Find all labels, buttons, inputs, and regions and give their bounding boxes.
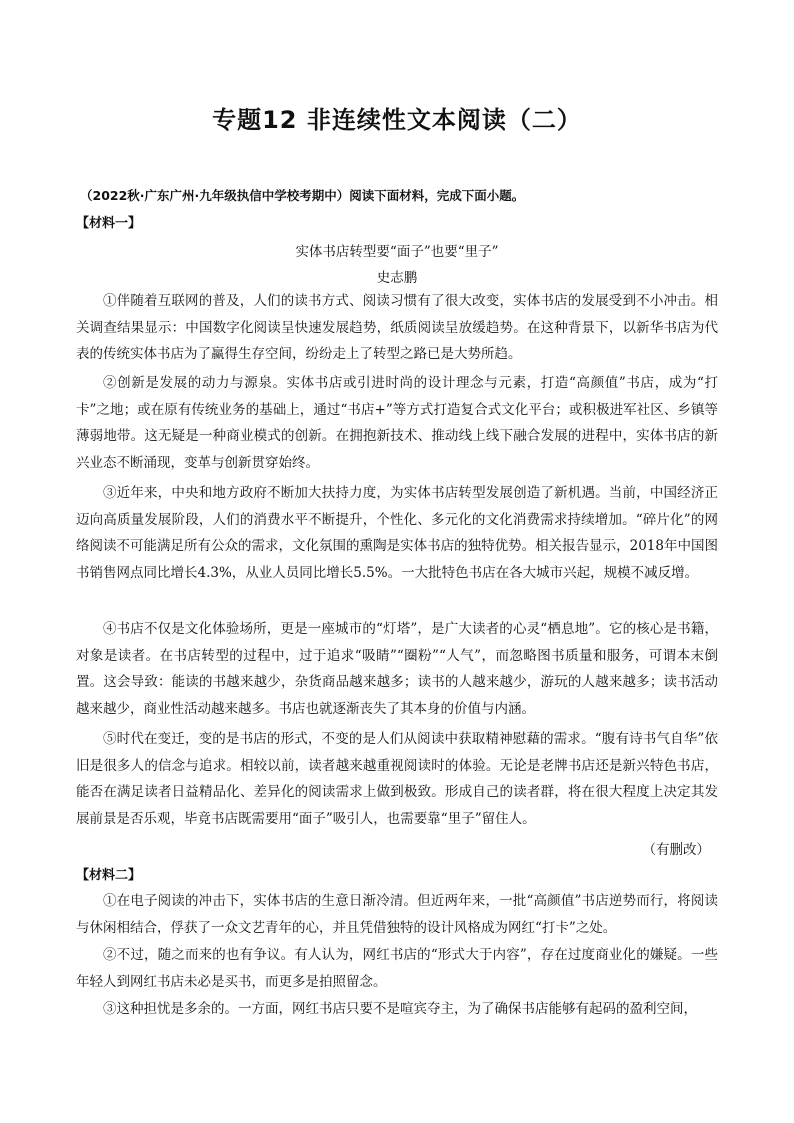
material-two-label: 【材料二】 bbox=[76, 868, 142, 883]
material-two-paragraph-2: ②不过，随之而来的也有争议。有人认为，网红书店的“形式大于内容”，存在过度商业化的嫌疑。一些年轻人到网红书店未必是买书，而更多是拍照留念。 bbox=[76, 947, 718, 990]
page-title: 专题12 非连续性文本阅读（二） bbox=[212, 106, 582, 134]
material-one-paragraph-4: ④书店不仅是文化体验场所，更是一座城市的“灯塔”，是广大读者的心灵“栖息地”。它的核心是书籍，对象是读者。在书店转型的过程中，过于追求“吸睛”“圈粉”“人气”，而忽略图书质量和服务，可谓本末倒置。这会导致：能读的书越来越少，杂货商品越来越多；读书的人越来越少，游玩的人越来越多；读书活动越来越少，商业性活动越来越多。书店也就逐渐丧失了其本身的价值与内涵。 bbox=[76, 621, 718, 717]
material-one-paragraph-1: ①伴随着互联网的普及，人们的读书方式、阅读习惯有了很大改变，实体书店的发展受到不小冲击。相关调查结果显示：中国数字化阅读呈快速发展趋势，纸质阅读呈放缓趋势。在这种背景下，以新华书店为代表的传统实体书店为了赢得生存空间，纷纷走上了转型之路已是大势所趋。 bbox=[76, 293, 718, 362]
article-headline: 实体书店转型要“面子”也要“里子” bbox=[295, 244, 499, 260]
edit-note: （有删改） bbox=[642, 842, 710, 858]
question-intro: （2022秋·广东广州·九年级执信中学校考期中）阅读下面材料，完成下面小题。 bbox=[80, 188, 525, 203]
material-one-paragraph-5: ⑤时代在变迁，变的是书店的形式，不变的是人们从阅读中获取精神慰藉的需求。“腹有诗书气自华”依旧是很多人的信念与追求。相较以前，读者越来越重视阅读时的体验。无论是老牌书店还是新兴特色书店，能否在满足读者日益精品化、差异化的阅读需求上做到极致。形成自己的读者群，将在很大程度上决定其发展前景是否乐观，毕竟书店既需要用“面子”吸引人，也需要靠“里子”留住人。 bbox=[76, 731, 718, 827]
material-two-paragraph-1: ①在电子阅读的冲击下，实体书店的生意日渐冷清。但近两年来，一批“高颜值”书店逆势而行，将阅读与休闲相结合，俘获了一众文艺青年的心，并且凭借独特的设计风格成为网红“打卡”之处。 bbox=[76, 893, 718, 936]
material-one-label: 【材料一】 bbox=[76, 216, 142, 231]
material-one-paragraph-2: ②创新是发展的动力与源泉。实体书店或引进时尚的设计理念与元素，打造“高颜值”书店，成为“打卡”之地；或在原有传统业务的基础上，通过“书店+”等方式打造复合式文化平台；或积极进军社区、乡镇等薄弱地带。这无疑是一种商业模式的创新。在拥抱新技术、推动线上线下融合发展的进程中，实体书店的新兴业态不断涌现，变革与创新贯穿始终。 bbox=[76, 375, 718, 471]
article-author: 史志鹏 bbox=[376, 270, 418, 286]
material-one-paragraph-3: ③近年来，中央和地方政府不断加大扶持力度，为实体书店转型发展创造了新机遇。当前，中国经济正迈向高质量发展阶段，人们的消费水平不断提升，个性化、多元化的文化消费需求持续增加。“碎片化”的网络阅读不可能满足所有公众的需求，文化氛围的熏陶是实体书店的独特优势。相关报告显示，2018年中国图书销售网点同比增长4.3%，从业人员同比增长5.5%。一大批特色书店在各大城市兴起，规模不减反增。 bbox=[76, 485, 718, 581]
material-two-paragraph-3: ③这种担忧是多余的。一方面，网红书店只要不是喧宾夺主，为了确保书店能够有起码的盈利空间， bbox=[103, 1001, 697, 1017]
